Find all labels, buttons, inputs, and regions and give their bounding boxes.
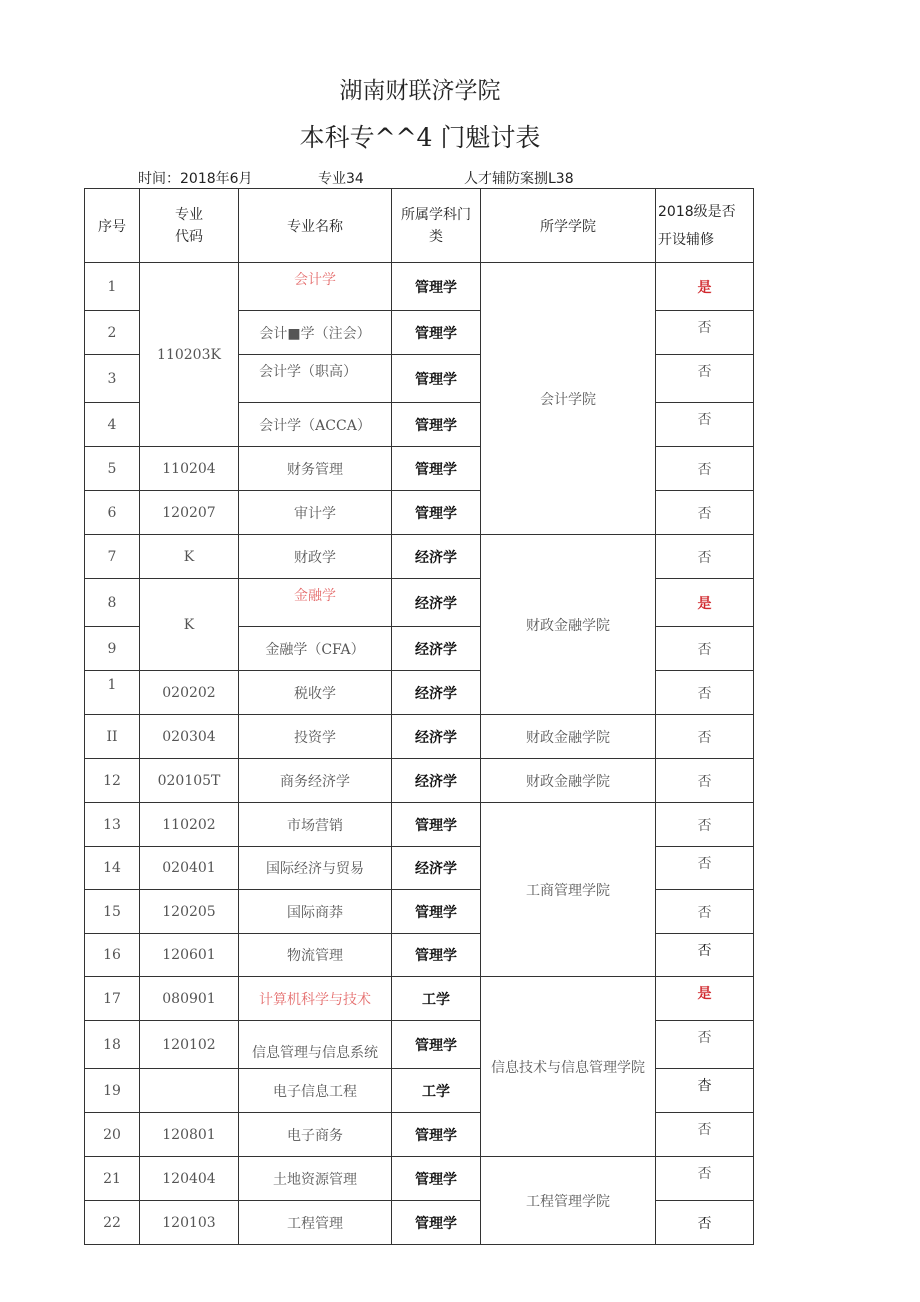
row-minor: 否 [656, 671, 754, 715]
row-college: 信息技术与信息管理学院 [481, 977, 656, 1157]
row-college: 财政金融学院 [481, 759, 656, 803]
row-category: 管理学 [392, 934, 481, 977]
table-row [85, 759, 754, 803]
row-code: 120601 [140, 934, 239, 977]
table-row [85, 803, 754, 847]
row-minor: 否 [656, 1113, 754, 1157]
header-code [140, 189, 239, 263]
row-name: 会计学（ACCA） [239, 403, 392, 447]
row-name: 投资学 [239, 715, 392, 759]
row-category: 经济学 [392, 627, 481, 671]
row-no: 5 [85, 447, 140, 491]
row-name: 审计学 [239, 491, 392, 535]
row-name: 会计学（职高） [239, 355, 392, 403]
row-name: 金融学（CFA） [239, 627, 392, 671]
table-row [85, 715, 754, 759]
row-college: 财政金融学院 [481, 715, 656, 759]
row-no: 1 [85, 671, 140, 715]
row-no: 20 [85, 1113, 140, 1157]
row-code: 120207 [140, 491, 239, 535]
row-minor: 否 [656, 627, 754, 671]
row-category: 管理学 [392, 1201, 481, 1245]
row-no: 8 [85, 579, 140, 627]
row-no: 9 [85, 627, 140, 671]
row-no: 16 [85, 934, 140, 977]
row-name: 财务管理 [239, 447, 392, 491]
row-code: 020105T [140, 759, 239, 803]
table-row [85, 535, 754, 579]
header-college: 所学学院 [481, 189, 656, 263]
row-name: 税收学 [239, 671, 392, 715]
row-name: 国际商莽 [239, 890, 392, 934]
row-minor: 否 [656, 847, 754, 890]
row-name: 金融学 [239, 579, 392, 627]
row-code [140, 1069, 239, 1113]
header-no: 序号 [85, 189, 140, 263]
row-code: 020401 [140, 847, 239, 890]
header-code-line1: 专业 [175, 206, 203, 223]
row-no: 15 [85, 890, 140, 934]
row-code: 110203K [140, 263, 239, 447]
row-category: 管理学 [392, 1157, 481, 1201]
row-category: 管理学 [392, 890, 481, 934]
document-subtitle: 本科专^^4 门魁讨表 [299, 123, 541, 152]
row-no: 22 [85, 1201, 140, 1245]
row-code: 020304 [140, 715, 239, 759]
row-name: 物流管理 [239, 934, 392, 977]
header-category-line1: 所属学科门 [401, 206, 471, 223]
row-category: 管理学 [392, 311, 481, 355]
row-category: 管理学 [392, 491, 481, 535]
row-code: K [140, 535, 239, 579]
row-code: K [140, 579, 239, 671]
row-minor: 否 [656, 890, 754, 934]
row-minor: 否 [656, 759, 754, 803]
row-no: 2 [85, 311, 140, 355]
row-name: 市场营销 [239, 803, 392, 847]
row-minor: 是 [656, 977, 754, 1021]
meta-plan: 人才辅防案捌L38 [464, 171, 574, 187]
row-code: 080901 [140, 977, 239, 1021]
row-minor: 否 [656, 1157, 754, 1201]
row-no: 7 [85, 535, 140, 579]
row-minor: 否 [656, 355, 754, 403]
row-college: 工程管理学院 [481, 1157, 656, 1245]
row-no: 14 [85, 847, 140, 890]
row-minor: 否 [656, 311, 754, 355]
row-minor: 否 [656, 491, 754, 535]
meta-major-count: 专业34 [318, 171, 364, 187]
row-college: 财政金融学院 [481, 535, 656, 715]
meta-time: 时间：2018年6月 [138, 171, 253, 187]
row-name: 土地资源管理 [239, 1157, 392, 1201]
row-name: 信息管理与信息系统 [239, 1021, 392, 1069]
header-name: 专业名称 [239, 189, 392, 263]
row-category: 经济学 [392, 579, 481, 627]
row-name: 会计学 [239, 263, 392, 311]
row-name: 会计■学（注会） [239, 311, 392, 355]
row-category: 经济学 [392, 847, 481, 890]
row-category: 经济学 [392, 715, 481, 759]
row-code: 120102 [140, 1021, 239, 1069]
row-code: 120801 [140, 1113, 239, 1157]
row-no: 18 [85, 1021, 140, 1069]
row-no: 13 [85, 803, 140, 847]
row-category: 经济学 [392, 671, 481, 715]
table-header-row [85, 189, 754, 263]
row-code: 110202 [140, 803, 239, 847]
row-name: 商务经济学 [239, 759, 392, 803]
row-minor: 否 [656, 403, 754, 447]
row-category: 管理学 [392, 1021, 481, 1069]
table-row [85, 263, 754, 311]
row-code: 110204 [140, 447, 239, 491]
document-title: 湖南财联济学院 [339, 78, 501, 104]
table-row [85, 977, 754, 1021]
header-category [392, 189, 481, 263]
row-category: 经济学 [392, 535, 481, 579]
row-no: II [85, 715, 140, 759]
row-no: 1 [85, 263, 140, 311]
row-no: 6 [85, 491, 140, 535]
row-no: 17 [85, 977, 140, 1021]
row-minor: 否 [656, 934, 754, 977]
row-minor: 否 [656, 1021, 754, 1069]
row-name: 工程管理 [239, 1201, 392, 1245]
row-category: 管理学 [392, 355, 481, 403]
row-name: 电子商务 [239, 1113, 392, 1157]
row-code: 120404 [140, 1157, 239, 1201]
row-no: 21 [85, 1157, 140, 1201]
row-code: 120205 [140, 890, 239, 934]
row-minor: 否 [656, 715, 754, 759]
header-minor-line1: 2018级是否 [658, 203, 736, 220]
row-minor: 否 [656, 535, 754, 579]
row-category: 工学 [392, 977, 481, 1021]
row-category: 管理学 [392, 803, 481, 847]
header-minor [656, 189, 754, 263]
header-minor-line2: 开设辅修 [658, 231, 714, 248]
row-category: 管理学 [392, 403, 481, 447]
header-category-line2: 类 [429, 228, 443, 245]
row-category: 经济学 [392, 759, 481, 803]
row-name: 计算机科学与技术 [239, 977, 392, 1021]
row-minor: 否 [656, 447, 754, 491]
row-category: 工学 [392, 1069, 481, 1113]
row-category: 管理学 [392, 263, 481, 311]
row-category: 管理学 [392, 447, 481, 491]
row-college: 会计学院 [481, 263, 656, 535]
row-code: 120103 [140, 1201, 239, 1245]
table-row [85, 1157, 754, 1201]
row-name: 国际经济与贸易 [239, 847, 392, 890]
row-name: 财政学 [239, 535, 392, 579]
row-minor: 是 [656, 579, 754, 627]
row-minor: 是 [656, 263, 754, 311]
row-category: 管理学 [392, 1113, 481, 1157]
row-minor: 杳 [656, 1069, 754, 1113]
row-minor: 否 [656, 803, 754, 847]
row-code: 020202 [140, 671, 239, 715]
row-minor: 否 [656, 1201, 754, 1245]
row-no: 19 [85, 1069, 140, 1113]
header-code-line2: 代码 [175, 228, 203, 245]
row-college: 工商管理学院 [481, 803, 656, 977]
row-no: 12 [85, 759, 140, 803]
majors-table [84, 188, 754, 1245]
row-no: 3 [85, 355, 140, 403]
row-no: 4 [85, 403, 140, 447]
row-name: 电子信息工程 [239, 1069, 392, 1113]
